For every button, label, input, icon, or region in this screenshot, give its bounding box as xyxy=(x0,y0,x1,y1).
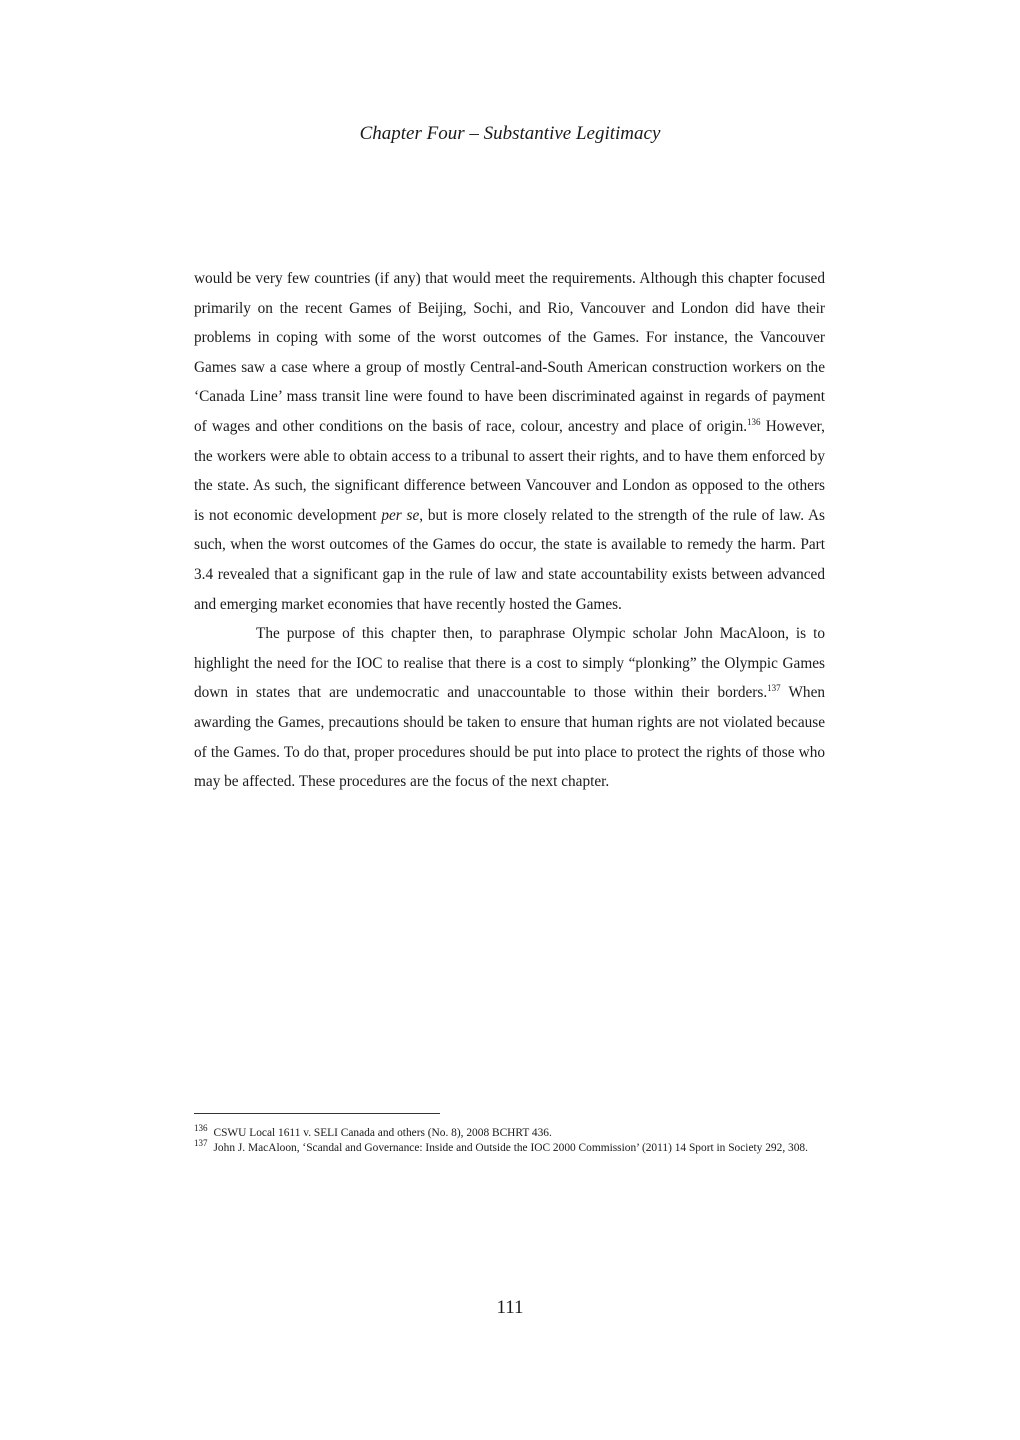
paragraph-1-text-b: However, the workers were able to obtain access to a tribunal to assert their rights, and to have them enforced by the state. As such, the significant difference between Vancouver and London as opposed to the others is not economic development xyxy=(194,417,825,524)
footnote-136 xyxy=(194,1123,825,1141)
footnote-137 xyxy=(194,1138,825,1156)
paragraph-2-text-a: The purpose of this chapter then, to paraphrase Olympic scholar John MacAloon, is to highlight the need for the IOC to realise that there is a cost to simply “plonking” the Olympic Games down in states that are undemocratic and unaccountable to those within their borders. xyxy=(194,625,825,702)
body-text xyxy=(194,264,825,797)
paragraph-1 xyxy=(194,264,825,619)
footnote-number-136: 136 xyxy=(194,1123,208,1134)
paragraph-1-text-a: would be very few countries (if any) that would meet the requirements. Although this chapter focused primarily on the recent Games of Beijing, Sochi, and Rio, Vancouver and London did have their problems in coping with some of the worst outcomes of the Games. For instance, the Vancouver Games saw a case where a group of mostly Central-and-South American construction workers on the ‘Canada Line’ mass transit line were found to have been discriminated against in regards of payment of wages and other conditions on the basis of race, colour, ancestry and place of origin. xyxy=(194,270,825,435)
footnote-text-137: John J. MacAloon, ‘Scandal and Governance: Inside and Outside the IOC 2000 Commission’ (2011) 14 Sport in Society 292, 308. xyxy=(213,1142,808,1154)
italic-per-se: per se xyxy=(381,506,420,524)
paragraph-2-text-b: When awarding the Games, precautions should be taken to ensure that human rights are not violated because of the Games. To do that, proper procedures should be put into place to protect the rights of those who may be affected. These procedures are the focus of the next chapter. xyxy=(194,684,826,791)
footnote-divider xyxy=(194,1113,440,1114)
footnote-text-136: CSWU Local 1611 v. SELI Canada and others (No. 8), 2008 BCHRT 436. xyxy=(213,1127,552,1139)
running-header: Chapter Four – Substantive Legitimacy xyxy=(359,123,661,144)
paragraph-1-text-c: , but is more closely related to the strength of the rule of law. As such, when the worst outcomes of the Games do occur, the state is available to remedy the harm. Part 3.4 revealed that a significant gap in the rule of law and state accountability exists between advanced and emerging market economies that have recently hosted the Games. xyxy=(194,506,825,613)
footnotes xyxy=(194,1123,825,1156)
page-number: 111 xyxy=(496,1297,524,1318)
footnote-number-137: 137 xyxy=(194,1138,208,1149)
footnote-ref-137[interactable]: 137 xyxy=(767,683,781,694)
footnote-ref-136[interactable]: 136 xyxy=(747,416,761,427)
paragraph-2 xyxy=(194,619,825,797)
